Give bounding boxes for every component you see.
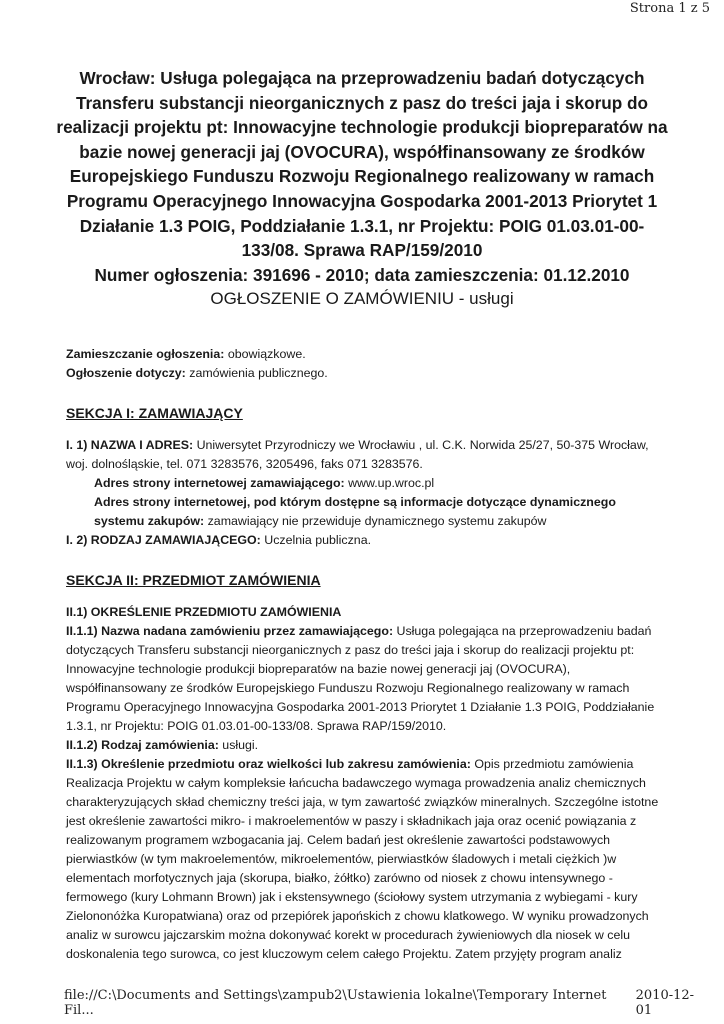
order-kind-label: II.1.2) Rodzaj zamówienia: xyxy=(66,738,219,752)
subject-subheading xyxy=(66,603,666,622)
concerns-value: zamówienia publicznego. xyxy=(185,366,328,380)
page-number: Strona 1 z 5 xyxy=(629,1,710,16)
section-2-heading: SEKCJA II: PRZEDMIOT ZAMÓWIENIA xyxy=(66,572,321,588)
order-name-label: II.1.1) Nazwa nadana zamówieniu przez zamawiającego: xyxy=(66,624,394,638)
contracting-name-label: I. 1) NAZWA I ADRES: xyxy=(66,438,194,452)
section-1-heading: SEKCJA I: ZAMAWIAJĄCY xyxy=(66,405,243,421)
order-description-value: Opis przedmiotu zamówienia Realizacja Projektu w całym kompleksie łańcucha badawczego wymaga prowadzenia analiz chemicznych charakteryzujących skład chemiczny treści jaja, w tym zawartość związków mineralnych. Szczególne istotne jest określenie zawartości mikro- i makroelementów w paszy i składnikach jaja oraz ocenić powiązania z realizowanym programem wzbogacania jaj. Celem badań jest określenie zawartości podstawowych pierwiastków (w tym makroelementów, mikroelementów, pierwiastków śladowych i metali ciężkich )w elementach morfotycznych jaja (skorupa, białko, żółtko) zarówno od niosek z chowu intensywnego - fermowego (kury Lohmann Brown) jak i ekstensywnego (ściołowy system utrzymania z wybiegami - kury Zielononóżka Kuropatwiana) oraz od przepiórek japońskich z chowu klatkowego. W wyniku prowadzonych analiz w surowcu jajczarskim można dokonywać korekt w procedurach żywieniowych dla niosek w celu doskonalenia tego surowca, co jest kluczowym celem całego Projektu. Zatem przyjęty program analiz xyxy=(66,757,659,961)
footer-file-path: file://C:\Documents and Settings\zampub2\Ustawienia lokalne\Temporary Internet Fil... xyxy=(64,988,607,1018)
notice-number-date: Numer ogłoszenia: 391696 - 2010; data zamieszczenia: 01.12.2010 xyxy=(94,264,630,285)
placement-label: Zamieszczanie ogłoszenia: xyxy=(66,347,225,361)
placement-value: obowiązkowe. xyxy=(224,347,306,361)
website-value: www.up.wroc.pl xyxy=(344,476,435,490)
page-footer xyxy=(64,988,710,1018)
footer-date: 2010-12-01 xyxy=(635,988,695,1018)
concerns-row xyxy=(66,364,666,383)
order-description-label: II.1.3) Określenie przedmiotu oraz wielkości lub zakresu zamówienia: xyxy=(66,757,471,771)
contracting-type-label: I. 2) RODZAJ ZAMAWIAJĄCEGO: xyxy=(66,533,261,547)
website-row xyxy=(66,474,666,493)
contracting-name-value: Uniwersytet Przyrodniczy we Wrocławiu , ul. C.K. Norwida 25/27, 50-375 Wrocław, woj. dolnośląskie, tel. 071 3283576, 3205496, faks 071 3283576. xyxy=(66,438,649,471)
concerns-label: Ogłoszenie dotyczy: xyxy=(66,366,186,380)
order-kind-value: usługi. xyxy=(218,738,259,752)
document-body xyxy=(66,345,666,964)
title-block xyxy=(56,66,668,312)
contracting-name-row xyxy=(66,436,666,474)
subject-subheading-text: II.1) OKREŚLENIE PRZEDMIOTU ZAMÓWIENIA xyxy=(66,605,342,619)
dynamic-system-value: zamawiający nie przewiduje dynamicznego systemu zakupów xyxy=(204,514,547,528)
order-name-value: Usługa polegająca na przeprowadzeniu badań dotyczących Transferu substancji nieorganicznych z pasz do treści jaja i skorup do realizacji projektu pt: Innowacyjne technologie produkcji biopreparatów na bazie nowej generacji jaj (OVOCURA), współfinansowany ze środków Europejskiego Funduszu Rozwoju Regionalnego realizowany w ramach Programu Operacyjnego Innowacyjna Gospodarka 2001-2013 Priorytet 1 Działanie 1.3 POIG, Poddziałanie 1.3.1, nr Projektu: POIG 01.03.01-00-133/08. Sprawa RAP/159/2010. xyxy=(66,624,655,733)
dynamic-system-row xyxy=(66,493,666,531)
dynamic-system-label: Adres strony internetowej, pod którym dostępne są informacje dotyczące dynamicznego systemu zakupów: xyxy=(94,495,616,528)
website-label: Adres strony internetowej zamawiającego: xyxy=(94,476,345,490)
order-description-row xyxy=(66,755,666,964)
contracting-type-row xyxy=(66,531,666,550)
contracting-type-value: Uczelnia publiczna. xyxy=(260,533,372,547)
order-name-row xyxy=(66,622,666,736)
placement-row xyxy=(66,345,666,364)
notice-type: OGŁOSZENIE O ZAMÓWIENIU - usługi xyxy=(210,289,514,309)
order-kind-row xyxy=(66,736,666,755)
notice-title: Wrocław: Usługa polegająca na przeprowadzeniu badań dotyczących Transferu substancji nieorganicznych z pasz do treści jaja i skorup do realizacji projektu pt: Innowacyjne technologie produkcji biopreparatów na bazie nowej generacji jaj (OVOCURA), współfinansowany ze środków Europejskiego Funduszu Rozwoju Regionalnego realizowany w ramach Programu Operacyjnego Innowacyjna Gospodarka 2001-2013 Priorytet 1 Działanie 1.3 POIG, Poddziałanie 1.3.1, nr Projektu: POIG 01.03.01-00-133/08. Sprawa RAP/159/2010 xyxy=(56,68,668,261)
